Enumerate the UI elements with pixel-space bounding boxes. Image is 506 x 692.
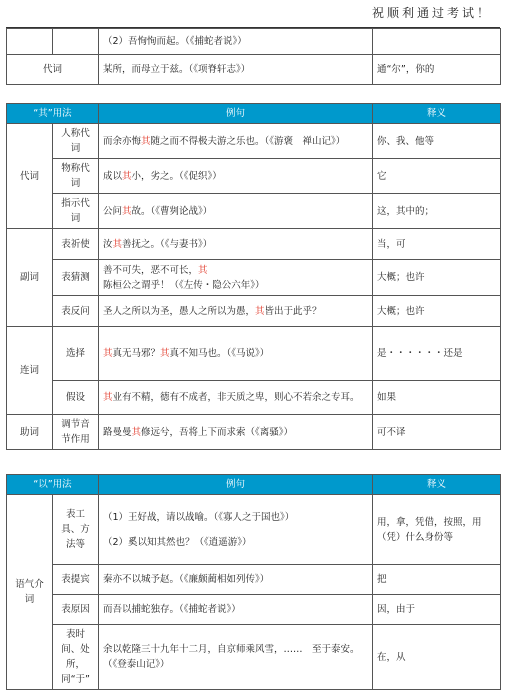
blank-cell [7, 29, 53, 55]
meaning-cell: 在，从 [373, 625, 501, 690]
subcategory-cell: 选择 [53, 327, 99, 381]
meaning-cell: 大概；也许 [373, 296, 501, 327]
meaning-cell: 这，其中的； [373, 194, 501, 229]
meaning-cell: 通“尔”，你的 [373, 55, 501, 85]
column-header-example: 例句 [99, 475, 373, 495]
subcategory-cell: 表原因 [53, 595, 99, 625]
example-text: 小，劣之。（《促织》） [131, 170, 222, 182]
category-cell: 助词 [7, 415, 53, 450]
table-row [7, 327, 501, 381]
subcategory-cell: 表祈使 [53, 229, 99, 260]
keyword: 其 [122, 205, 132, 217]
column-header-meaning: 释义 [373, 475, 501, 495]
table-row [7, 415, 501, 450]
table-row [7, 229, 501, 260]
table-row [7, 565, 501, 595]
example-text: 修远兮，吾将上下而求索（《离骚》） [141, 426, 294, 438]
subcategory-cell: 表猜测 [53, 260, 99, 296]
example-line: （2）奚以知其然也？（《逍遥游》） [103, 536, 252, 548]
keyword: 其 [103, 392, 113, 403]
subcategory-cell: 调节音节作用 [53, 415, 99, 450]
category-cell: 代词 [7, 124, 53, 229]
example-text: 圣人之所以为圣，愚人之所以为愚， [103, 305, 256, 317]
example-cell [99, 415, 373, 450]
column-header-example: 例句 [99, 104, 373, 124]
example-text: 真无马邪？ [112, 348, 161, 359]
meaning-cell: 大概；也许 [373, 260, 501, 296]
subcategory-cell: 假设 [53, 381, 99, 415]
subcategory-cell: 指示代词 [53, 194, 99, 229]
example-text: 路曼曼 [103, 426, 132, 438]
table-row [7, 194, 501, 229]
blank-cell [53, 29, 99, 55]
meaning-cell: 用，拿，凭借，按照，用（凭）什么身份等 [373, 495, 501, 565]
yi-usage-table [6, 474, 501, 690]
category-cell: 连词 [7, 327, 53, 415]
example-text: 成以 [103, 170, 123, 182]
keyword: 其 [141, 135, 151, 147]
meaning-cell: 因，由于 [373, 595, 501, 625]
table-row [7, 55, 501, 85]
example-cell [99, 124, 373, 159]
keyword: 其 [131, 426, 142, 438]
column-header-usage: “其”用法 [7, 104, 99, 124]
table-row [7, 625, 501, 690]
example-text: 随之而不得极夫游之乐也。（《游褒 禅山记》） [150, 135, 346, 147]
table-header-row [7, 475, 501, 495]
example-cell [99, 381, 373, 415]
meaning-cell: 是・・・・・・还是 [373, 327, 501, 381]
category-cell: 副词 [7, 229, 53, 327]
table-row [7, 159, 501, 194]
subcategory-cell: 表提宾 [53, 565, 99, 595]
example-text: 业有不精，德有不成者，非天质之卑，则心不若余之专耳。 [112, 392, 360, 403]
table-header-row [7, 104, 501, 124]
column-header-meaning: 释义 [373, 104, 501, 124]
example-text: 皆出于此乎？ [264, 305, 322, 317]
example-text: 善抚之。（《与妻书》） [122, 238, 213, 250]
keyword: 其 [198, 264, 208, 276]
subcategory-cell: 表时间、处所，同“于” [53, 625, 99, 690]
example-cell: 某所，而母立于兹。（《项脊轩志》） [99, 55, 373, 85]
top-partial-table [6, 28, 501, 85]
keyword: 其 [103, 348, 113, 359]
table-row [7, 595, 501, 625]
example-cell [99, 159, 373, 194]
example-line: （1）王好战，请以战喻。（《寡人之于国也》） [103, 511, 295, 523]
blank-cell [373, 29, 501, 55]
table-row [7, 381, 501, 415]
subcategory-cell: 物称代词 [53, 159, 99, 194]
table-row [7, 495, 501, 565]
table-row [7, 29, 501, 55]
subcategory-cell: 表工具、方法等 [53, 495, 99, 565]
column-header-usage: “以”用法 [7, 475, 99, 495]
header-slogan: 祝顺利通过考试！ [371, 6, 492, 20]
table-row [7, 124, 501, 159]
usage-cell: 代词 [7, 55, 99, 85]
example-cell [99, 327, 373, 381]
example-cell: 余以乾隆三十九年十二月，自京师乘风雪，…… 至于泰安。（《登泰山记》） [99, 625, 373, 690]
example-text: 汝 [103, 238, 113, 250]
meaning-cell: 它 [373, 159, 501, 194]
category-cell: 语气介词 [7, 495, 53, 690]
example-text: 善不可失，恶不可长， [103, 264, 199, 276]
example-cell [99, 260, 373, 296]
example-cell [99, 229, 373, 260]
example-cell: （2）吾恂恂而起。（《捕蛇者说》） [99, 29, 373, 55]
keyword: 其 [160, 348, 170, 359]
example-cell [99, 194, 373, 229]
meaning-cell: 你、我、他等 [373, 124, 501, 159]
example-cell [99, 296, 373, 327]
meaning-cell: 当，可 [373, 229, 501, 260]
qi-usage-table [6, 103, 501, 450]
table-row [7, 260, 501, 296]
example-text: 公问 [103, 205, 123, 217]
keyword: 其 [255, 305, 265, 317]
table-row [7, 296, 501, 327]
meaning-cell: 把 [373, 565, 501, 595]
example-cell: 秦亦不以城予赵。（《廉颇蔺相如列传》） [99, 565, 373, 595]
subcategory-cell: 表反问 [53, 296, 99, 327]
subcategory-cell: 人称代词 [53, 124, 99, 159]
example-cell: 而吾以捕蛇独存。（《捕蛇者说》） [99, 595, 373, 625]
example-text: 而余亦悔 [103, 135, 142, 147]
meaning-cell: 可不译 [373, 415, 501, 450]
keyword: 其 [122, 170, 132, 182]
example-text: 故。（《曹刿论战》） [131, 205, 213, 217]
example-text: 陈桓公之谓乎！（《左传・隐公六年》） [103, 279, 265, 291]
meaning-cell: 如果 [373, 381, 501, 415]
example-cell [99, 495, 373, 565]
example-text: 真不知马也。（《马说》） [169, 348, 270, 359]
keyword: 其 [112, 238, 123, 250]
